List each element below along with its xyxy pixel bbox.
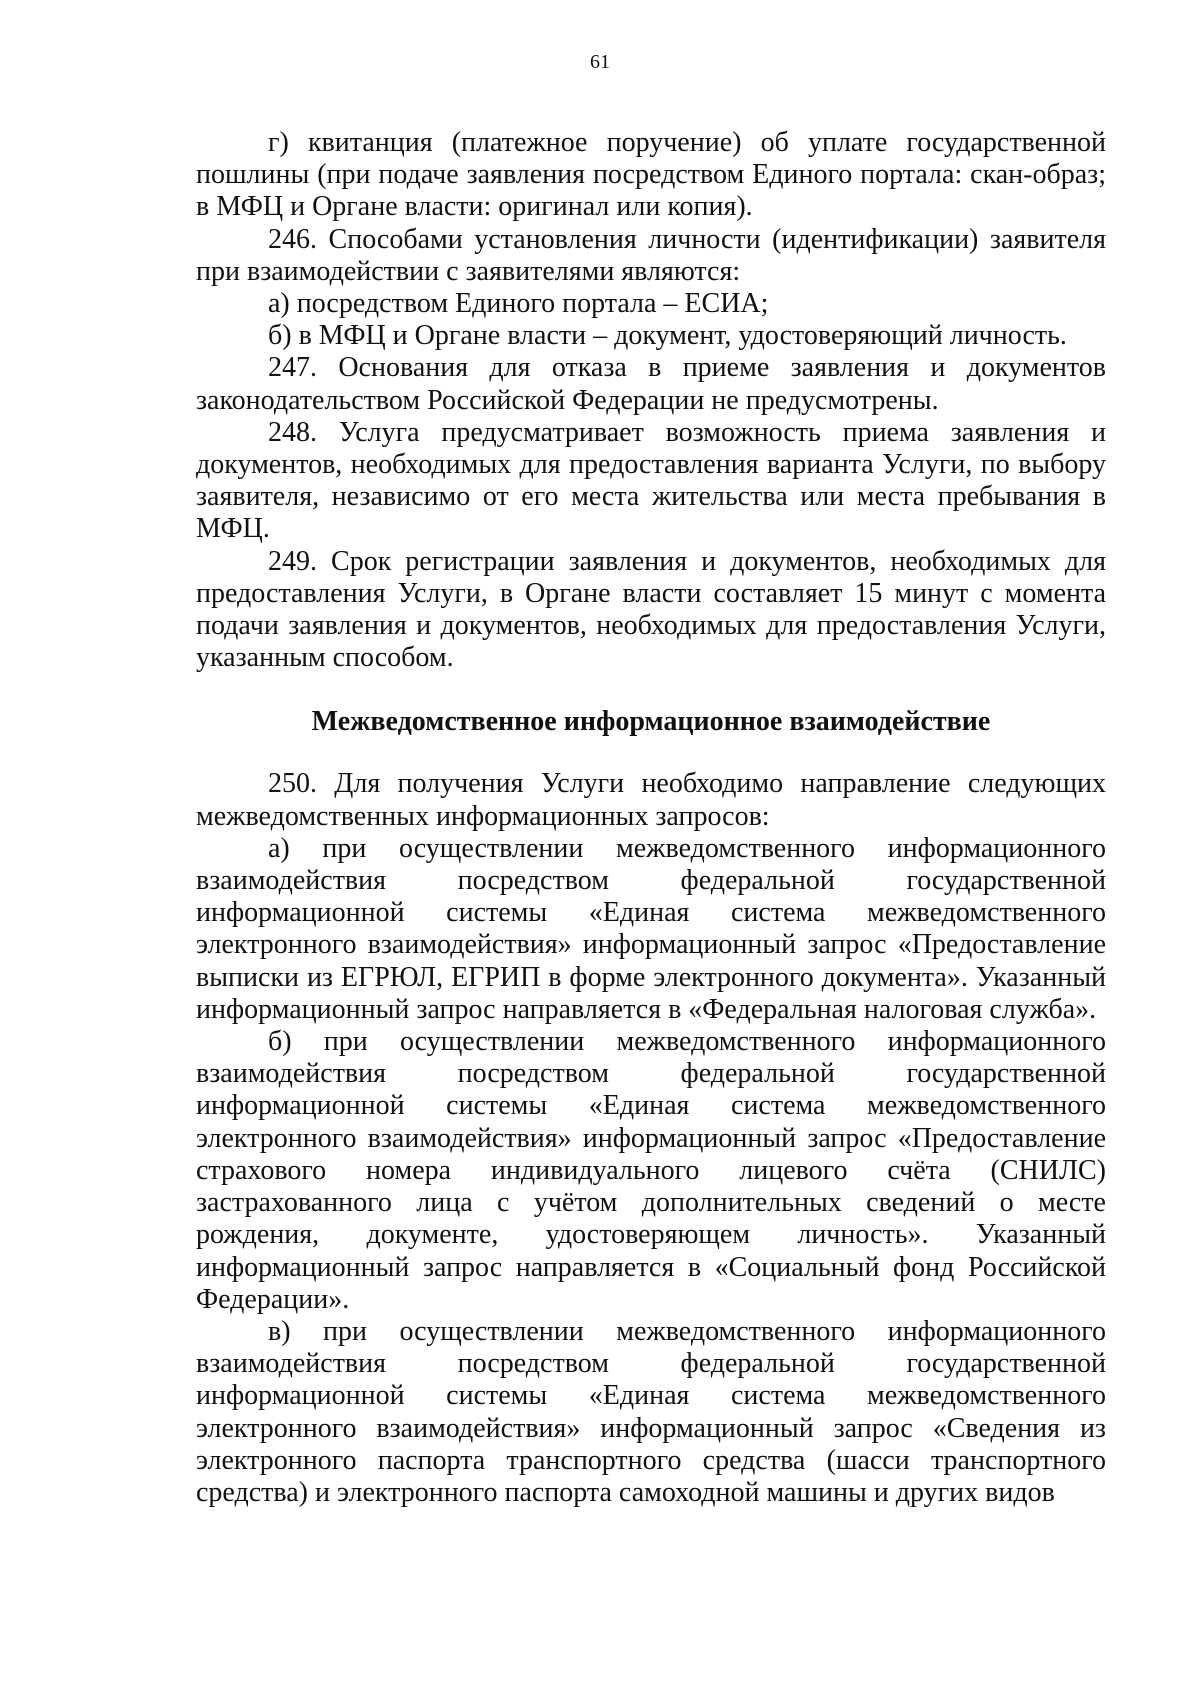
page-number: 61	[590, 51, 610, 73]
document-body	[196, 127, 1106, 1509]
paragraph-246-b: б) в МФЦ и Органе власти – документ, удостоверяющий личность.	[268, 320, 1067, 352]
paragraph-250-b: б) при осуществлении межведомственного информационного взаимодействия посредством федеральной государственной информационной системы «Единая система межведомственного электронного взаимодействия» информационный запрос «Предоставление страхового номера индивидуального лицевого счёта (СНИЛС) застрахованного лица с учётом дополнительных сведений о месте рождения, документе, удостоверяющем личность». Указанный информационный запрос направляется в «Социальный фонд Российской Федерации».	[196, 1026, 1106, 1315]
paragraph-250-a: а) при осуществлении межведомственного информационного взаимодействия посредством федеральной государственной информационной системы «Единая система межведомственного электронного взаимодействия» информационный запрос «Предоставление выписки из ЕГРЮЛ, ЕГРИП в форме электронного документа». Указанный информационный запрос направляется в «Федеральная налоговая служба».	[196, 832, 1106, 1025]
paragraph-246: 246. Способами установления личности (идентификации) заявителя при взаимодействии с заявителями являются:	[196, 223, 1106, 287]
paragraph-248: 248. Услуга предусматривает возможность приема заявления и документов, необходимых для предоставления варианта Услуги, по выбору заявителя, независимо от его места жительства или места пребывания в МФЦ.	[196, 416, 1106, 545]
paragraph-246-a: а) посредством Единого портала – ЕСИА;	[268, 288, 769, 320]
paragraph-250: 250. Для получения Услуги необходимо направление следующих межведомственных информационных запросов:	[196, 768, 1106, 832]
paragraph-247: 247. Основания для отказа в приеме заявления и документов законодательством Российской Федерации не предусмотрены.	[196, 352, 1106, 416]
paragraph-receipt: г) квитанция (платежное поручение) об уплате государственной пошлины (при подаче заявления посредством Единого портала: скан-образ; в МФЦ и Органе власти: оригинал или копия).	[196, 127, 1106, 223]
paragraph-249: 249. Срок регистрации заявления и документов, необходимых для предоставления Услуги, в Органе власти составляет 15 минут с момента подачи заявления и документов, необходимых для предоставления Услуги, указанным способом.	[196, 545, 1106, 674]
section-heading: Межведомственное информационное взаимодействие	[311, 706, 991, 738]
paragraph-250-v: в) при осуществлении межведомственного информационного взаимодействия посредством федеральной государственной информационной системы «Единая система межведомственного электронного взаимодействия» информационный запрос «Сведения из электронного паспорта транспортного средства (шасси транспортного средства) и электронного паспорта самоходной машины и других видов	[196, 1315, 1106, 1508]
